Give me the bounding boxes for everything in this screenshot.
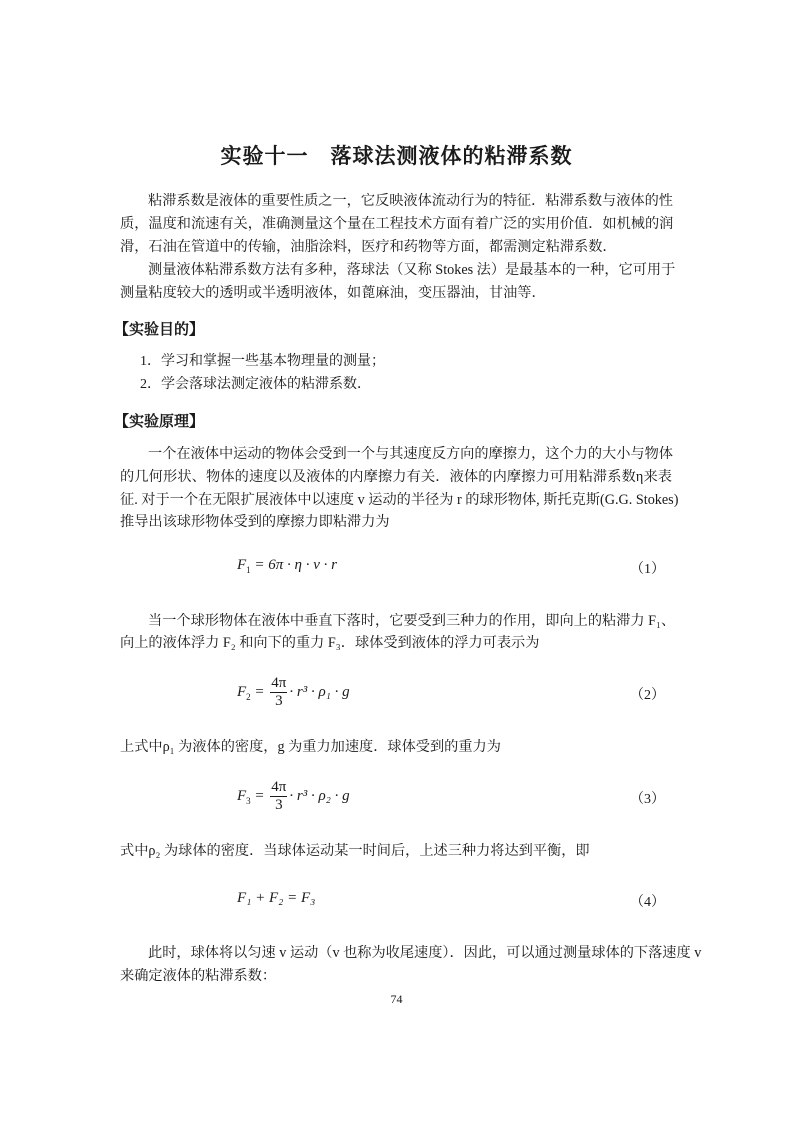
text-line: 向上的液体浮力 F₂ 和向下的重力 F₃．球体受到液体的浮力可表示为 xyxy=(120,635,540,651)
equation-number: （2） xyxy=(630,688,665,703)
equation-number: （4） xyxy=(630,895,665,910)
list-item: 2．学会落球法测定液体的粘滞系数． xyxy=(140,377,371,392)
text-line: 一个在液体中运动的物体会受到一个与其速度反方向的摩擦力，这个力的大小与物体 xyxy=(148,446,673,462)
text-line: 的几何形状、物体的速度以及液体的内摩擦力有关．液体的内摩擦力可用粘滞系数η来表 xyxy=(120,469,672,485)
text-line: 此时，球体将以匀速 v 运动（v 也称为收尾速度）．因此，可以通过测量球体的下落速度 v xyxy=(148,945,702,961)
text-line: 测量粘度较大的透明或半透明液体，如蓖麻油，变压器油，甘油等． xyxy=(120,285,546,301)
text-line: 征. 对于一个在无限扩展液体中以速度 v 运动的半径为 r 的球形物体, 斯托克斯(G.G. Stokes) xyxy=(120,492,679,508)
fraction: $\frac{4\pi}{3}$ xyxy=(271,675,287,709)
equation-1: $F_1 = 6\pi \cdot \eta \cdot v \cdot r$ xyxy=(237,557,337,575)
text-line: 滑，石油在管道中的传输，油脂涂料，医疗和药物等方面，都需测定粘滞系数． xyxy=(120,239,617,255)
page-title: 实验十一 落球法测液体的粘滞系数 xyxy=(220,144,573,168)
fraction: $\frac{4\pi}{3}$ xyxy=(271,779,287,813)
text-line: 推导出该球形物体受到的摩擦力即粘滞力为 xyxy=(120,514,390,530)
page-number: 74 xyxy=(390,992,403,1006)
equation-number: （1） xyxy=(630,562,665,577)
equation-2: $F_2$ = $\frac{4\pi}{3}$ · r³ · ρ₁ · g xyxy=(237,675,350,709)
text-line: 当一个球形物体在液体中垂直下落时，它要受到三种力的作用，即向上的粘滞力 F₁、 xyxy=(148,613,676,629)
section-heading-purpose: 【实验目的】 xyxy=(114,320,205,338)
section-heading-principle: 【实验原理】 xyxy=(114,412,205,430)
equation-3: $F_3$ = $\frac{4\pi}{3}$ · r³ · ρ₂ · g xyxy=(237,779,350,813)
list-item: 1．学习和掌握一些基本物理量的测量； xyxy=(140,354,385,369)
text-line: 测量液体粘滞系数方法有多种，落球法（又称 Stokes 法）是最基本的一种，它可用于 xyxy=(148,262,676,278)
text-line: 式中ρ₂ 为球体的密度．当球体运动某一时间后，上述三种力将达到平衡，即 xyxy=(120,843,590,859)
text-line: 上式中ρ₁ 为液体的密度，g 为重力加速度．球体受到的重力为 xyxy=(120,739,501,755)
text-line: 质，温度和流速有关，准确测量这个量在工程技术方面有着广泛的实用价值．如机械的润 xyxy=(120,216,674,232)
equation-4: F₁ + F₂ = F₃ xyxy=(237,890,316,906)
text-line: 粘滞系数是液体的重要性质之一，它反映液体流动行为的特征．粘滞系数与液体的性 xyxy=(148,193,673,209)
equation-number: （3） xyxy=(630,792,665,807)
text-line: 来确定液体的粘滞系数： xyxy=(120,968,277,984)
